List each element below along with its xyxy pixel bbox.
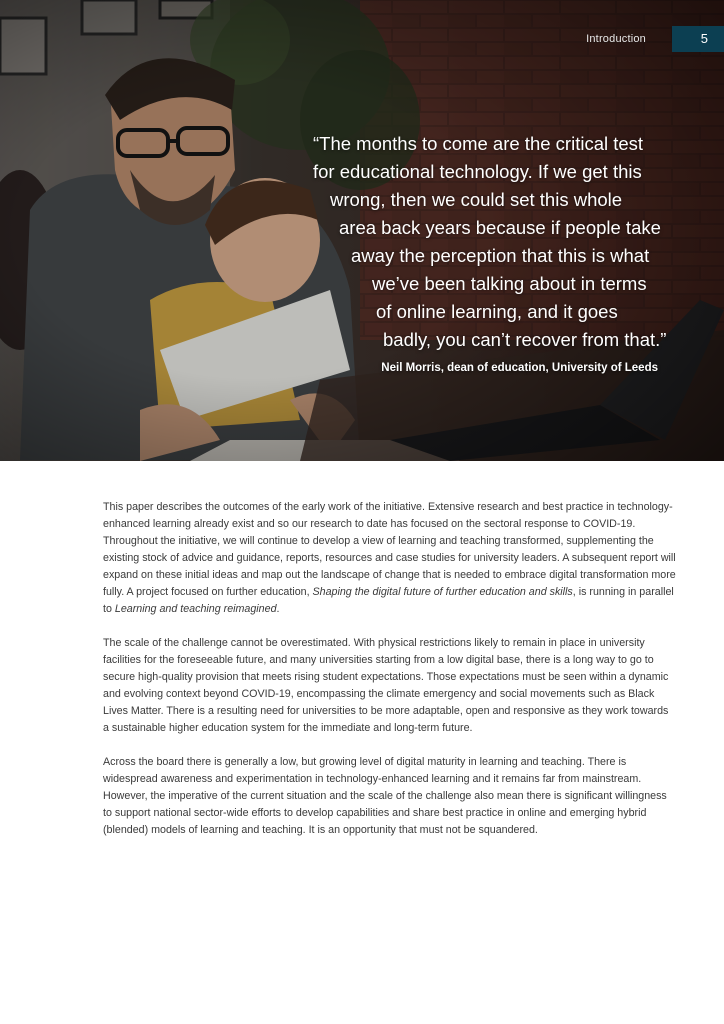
page-number-badge: 5	[672, 26, 724, 52]
quote-line: “The months to come are the critical test	[313, 133, 644, 154]
paragraph-intro	[103, 499, 677, 618]
quote-line: wrong, then we could set this whole	[330, 189, 623, 210]
quote-line: badly, you can’t recover from that.”	[383, 329, 667, 350]
italic-title-further-education: Shaping the digital future of further education and skills	[312, 586, 573, 598]
paragraph-intro-text: This paper describes the outcomes of the early work of the initiative. Extensive research and best practice in technology-enhanced learning already exist and so our research to date has focused on the sectoral response to COVID-19. Throughout the initiative, we will continue to develop a view of learning and teaching transformed, supplementing the existing stock of advice and guidance, reports, resources and case studies for university leaders. A subsequent report will expand on these initial ideas and map out the landscape of change that is needed to embrace digital transformation more fully. A project focused on further education,	[103, 501, 676, 598]
quote-line: we’ve been talking about in terms	[372, 273, 647, 294]
quote-line: away the perception that this is what	[351, 245, 650, 266]
paragraph-challenge: The scale of the challenge cannot be overestimated. With physical restrictions likely to remain in place in university facilities for the foreseeable future, and many universities starting from a low digital base, there is a long way to go to secure high-quality provision that meets rising student expectations. Those expectations must be seen within a dynamic and evolving context beyond COVID-19, encompassing the climate emergency and social movements such as Black Lives Matter. There is a resulting need for universities to be more adaptable, open and responsive as they work towards a sustainable higher education system for the immediate and long-term future.	[103, 637, 669, 734]
italic-title-learning-teaching: Learning and teaching reimagined	[114, 603, 277, 615]
hero-image	[0, 0, 724, 461]
paragraph-intro-end: .	[276, 603, 280, 615]
paragraph-intro-connector: , is running in parallel to	[103, 586, 674, 615]
quote-line: for educational technology. If we get this	[313, 161, 642, 182]
body-text	[103, 499, 677, 856]
quote-line: area back years because if people take	[339, 217, 661, 238]
quote-attribution: Neil Morris, dean of education, University of Leeds	[381, 362, 658, 374]
section-label: Introduction	[586, 33, 646, 45]
quote-line: of online learning, and it goes	[376, 301, 618, 322]
paragraph-maturity: Across the board there is generally a low, but growing level of digital maturity in learning and teaching. There is widespread awareness and experimentation in technology-enhanced learning and it remains far from mainstream. However, the imperative of the current situation and the scale of the challenge also mean there is significant willingness to support national sector-wide efforts to develop capabilities and share best practice in online and emerging hybrid (blended) models of learning and teaching. It is an opportunity that must not be squandered.	[103, 756, 667, 836]
